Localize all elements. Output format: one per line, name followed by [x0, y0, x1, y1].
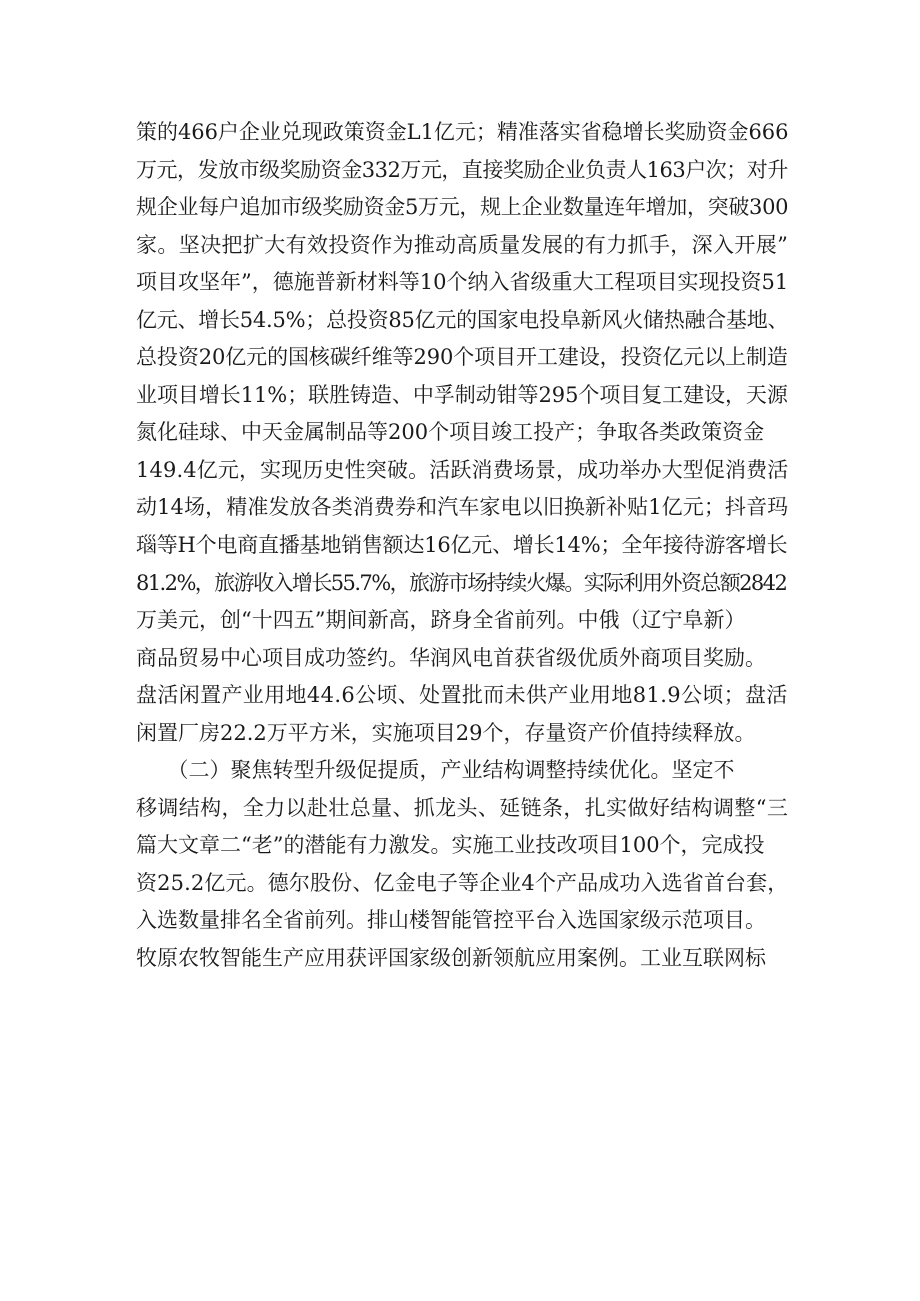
text-line: 闲置厂房22.2万平方米，实施项目29个，存量资产价值持续释放。: [136, 720, 756, 745]
text-line: 业项目增长11%；联胜铸造、中孚制动钳等295个项目复工建设，天源: [136, 382, 788, 407]
section-heading-line: （二）聚焦转型升级促提质，产业结构调整持续优化。坚定不: [136, 758, 735, 783]
text-line: 规企业每户追加市级奖励资金5万元，规上企业数量连年增加，突破300: [136, 195, 789, 220]
text-line: 篇大文章二“老”的潜能有力激发。实施工业技改项目100个，完成投: [136, 833, 765, 858]
text-line: 动14场，精准发放各类消费券和汽车家电以旧换新补贴1亿元；抖音玛: [136, 495, 789, 520]
text-line: 万元，发放市级奖励资金332万元，直接奖励企业负责人163户次；对升: [136, 157, 788, 182]
text-line: 盘活闲置产业用地44.6公顷、处置批而未供产业用地81.9公顷；盘活: [136, 683, 788, 708]
text-line: 瑙等H个电商直播基地销售额达16亿元、增长14%；全年接待游客增长: [136, 533, 788, 558]
text-line: 移调结构，全力以赴壮总量、抓龙头、延链条，扎实做好结构调整“三: [136, 795, 789, 820]
text-line: 万美元，创“十四五”期间新高，跻身全省前列。中俄（辽宁阜新）: [136, 608, 746, 633]
text-line: 家。坚决把扩大有效投资作为推动高质量发展的有力抓手，深入开展”: [136, 232, 789, 257]
text-line: 资25.2亿元。德尔股份、亿金电子等企业4个产品成功入选省首台套，: [136, 870, 789, 895]
document-body: [136, 114, 788, 978]
text-line: 81.2%，旅游收入增长55.7%，旅游市场持续火爆。实际利用外资总额2842: [136, 570, 787, 595]
text-line: 总投资20亿元的国核碳纤维等290个项目开工建设，投资亿元以上制造: [136, 345, 788, 370]
text-line: 入选数量排名全省前列。排山楼智能管控平台入选国家级示范项目。: [136, 908, 766, 933]
text-line: 149.4亿元，实现历史性突破。活跃消费场景，成功举办大型促消费活: [136, 457, 789, 482]
text-line: 亿元、增长54.5%；总投资85亿元的国家电投阜新风火储热融合基地、: [136, 307, 789, 332]
text-line: 商品贸易中心项目成功签约。华润风电首获省级优质外商项目奖励。: [136, 645, 766, 670]
text-line: 氮化硅球、中天金属制品等200个项目竣工投产；争取各类政策资金: [136, 420, 765, 445]
text-line: 牧原农牧智能生产应用获评国家级创新领航应用案例。工业互联网标: [136, 946, 766, 971]
text-line: 策的466户企业兑现政策资金L1亿元；精准落实省稳增长奖励资金666: [136, 120, 789, 144]
text-line: 项目攻坚年”，德施普新材料等10个纳入省级重大工程项目实现投资51: [136, 270, 789, 295]
